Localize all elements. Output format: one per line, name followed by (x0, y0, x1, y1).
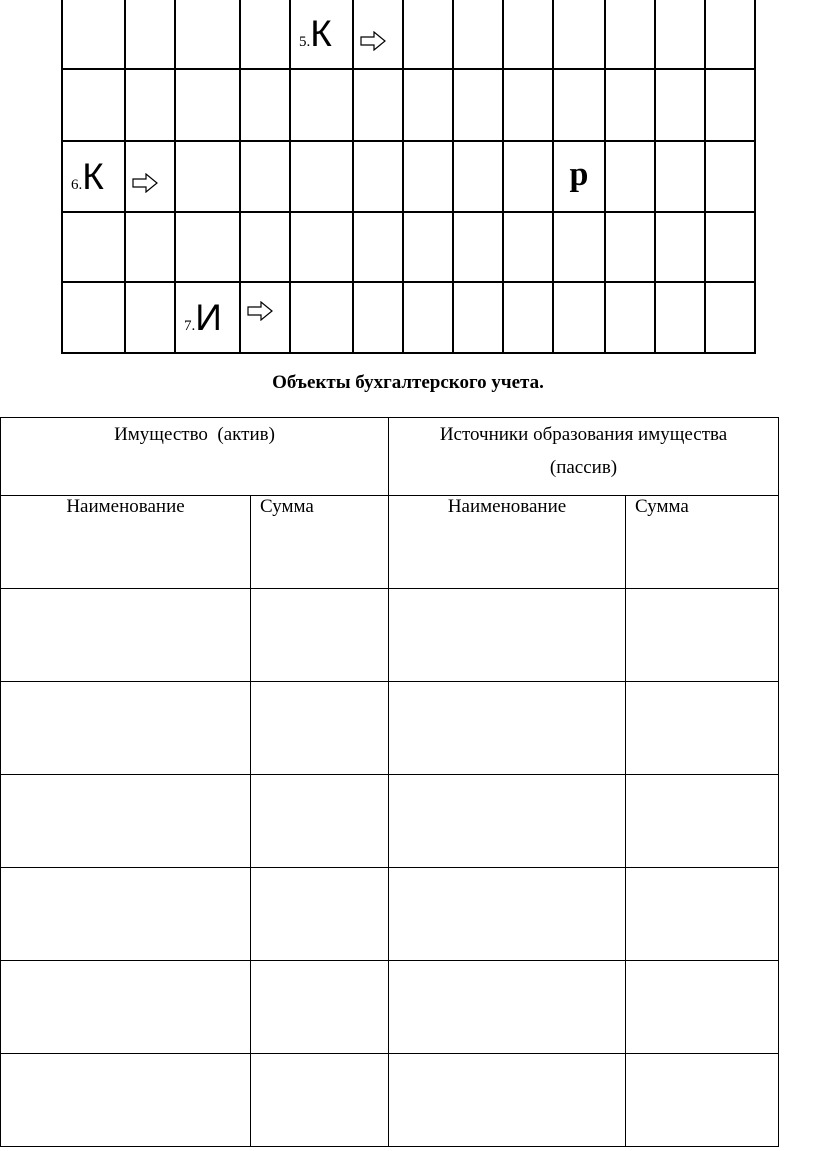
crossword-cell[interactable] (125, 282, 175, 353)
crossword-cell[interactable] (553, 69, 605, 141)
crossword-cell[interactable] (125, 69, 175, 141)
table-cell[interactable] (389, 961, 626, 1054)
crossword-cell[interactable] (403, 0, 453, 69)
crossword-cell[interactable] (655, 141, 705, 212)
crossword-cell[interactable] (403, 141, 453, 212)
table-cell[interactable] (1, 682, 251, 775)
table-cell[interactable] (1, 961, 251, 1054)
table-cell[interactable] (251, 868, 389, 961)
table-subheader-row (1, 496, 779, 589)
table-row (1, 775, 779, 868)
clue-6-letter: К (82, 156, 104, 197)
crossword-cell[interactable] (605, 282, 655, 353)
clue-5-label (299, 15, 332, 52)
col-name-left: Наименование (1, 496, 251, 589)
crossword-cell[interactable] (705, 282, 755, 353)
table-cell[interactable] (389, 868, 626, 961)
crossword-cell[interactable] (353, 282, 403, 353)
clue-7-label (184, 299, 222, 336)
crossword-row (62, 0, 755, 69)
crossword-row (62, 282, 755, 353)
crossword-cell[interactable] (605, 141, 655, 212)
right-arrow-icon (132, 173, 158, 193)
table-cell[interactable] (626, 775, 779, 868)
crossword-cell[interactable] (240, 69, 290, 141)
crossword-cell[interactable] (453, 212, 503, 282)
clue-6-label (71, 158, 104, 195)
table-cell[interactable] (1, 775, 251, 868)
crossword-cell[interactable] (240, 212, 290, 282)
crossword-cell[interactable] (403, 69, 453, 141)
crossword-cell[interactable] (290, 212, 353, 282)
crossword-cell[interactable] (175, 69, 240, 141)
right-arrow-icon (247, 301, 273, 321)
crossword-cell[interactable] (62, 69, 125, 141)
crossword-cell[interactable] (655, 282, 705, 353)
crossword-cell[interactable] (705, 212, 755, 282)
crossword-cell-clue-5[interactable] (290, 0, 353, 69)
table-cell[interactable] (626, 682, 779, 775)
crossword-cell[interactable] (125, 0, 175, 69)
crossword-cell[interactable] (403, 282, 453, 353)
table-cell[interactable] (251, 589, 389, 682)
crossword-cell[interactable] (503, 69, 553, 141)
crossword-cell[interactable] (453, 141, 503, 212)
col-sum-right: Сумма (626, 496, 779, 589)
table-cell[interactable] (1, 868, 251, 961)
crossword-row (62, 141, 755, 212)
crossword-cell[interactable] (240, 282, 290, 353)
given-letter: р (569, 156, 589, 193)
table-cell[interactable] (626, 1054, 779, 1147)
col-name-right: Наименование (389, 496, 626, 589)
crossword-cell[interactable] (705, 69, 755, 141)
crossword-cell[interactable] (353, 141, 403, 212)
crossword-cell[interactable] (605, 69, 655, 141)
table-cell[interactable] (251, 775, 389, 868)
crossword-cell[interactable] (553, 282, 605, 353)
crossword-cell[interactable] (290, 282, 353, 353)
crossword-cell-given-letter[interactable] (553, 141, 605, 212)
crossword-cell[interactable] (705, 0, 755, 69)
clue-7-number: 7. (184, 318, 196, 334)
crossword-cell[interactable] (353, 0, 403, 69)
crossword-cell[interactable] (62, 282, 125, 353)
table-cell[interactable] (251, 961, 389, 1054)
right-arrow-icon (360, 31, 386, 51)
crossword-cell[interactable] (240, 141, 290, 212)
crossword-cell[interactable] (125, 141, 175, 212)
table-cell[interactable] (251, 1054, 389, 1147)
crossword-cell[interactable] (62, 0, 125, 69)
crossword-row (62, 212, 755, 282)
crossword-row (62, 69, 755, 141)
crossword-grid (61, 0, 756, 354)
crossword-cell[interactable] (175, 141, 240, 212)
table-row (1, 961, 779, 1054)
crossword-cell[interactable] (62, 212, 125, 282)
crossword-cell[interactable] (655, 212, 705, 282)
table-cell[interactable] (626, 868, 779, 961)
crossword-cell[interactable] (353, 212, 403, 282)
crossword-cell[interactable] (125, 212, 175, 282)
crossword-cell[interactable] (553, 0, 605, 69)
crossword-cell[interactable] (655, 69, 705, 141)
clue-5-letter: К (310, 13, 332, 54)
clue-6-number: 6. (71, 177, 83, 193)
crossword-cell[interactable] (290, 141, 353, 212)
section-title: Объекты бухгалтерского учета. (272, 372, 544, 393)
clue-7-letter: И (195, 297, 222, 338)
table-row (1, 1054, 779, 1147)
table-header-row (1, 418, 779, 496)
crossword-cell[interactable] (353, 69, 403, 141)
crossword-cell[interactable] (503, 141, 553, 212)
table-cell[interactable] (389, 1054, 626, 1147)
table-cell[interactable] (251, 682, 389, 775)
crossword-cell[interactable] (605, 0, 655, 69)
col-sum-left: Сумма (251, 496, 389, 589)
accounting-objects-table (0, 417, 779, 1147)
sources-header: Источники образования имущества (пассив) (389, 418, 779, 496)
crossword-cell[interactable] (705, 141, 755, 212)
table-cell[interactable] (389, 682, 626, 775)
crossword-cell[interactable] (453, 69, 503, 141)
table-cell[interactable] (389, 589, 626, 682)
clue-5-number: 5. (299, 34, 311, 50)
crossword-cell[interactable] (240, 0, 290, 69)
crossword-cell[interactable] (605, 212, 655, 282)
table-cell[interactable] (1, 589, 251, 682)
crossword-cell[interactable] (403, 212, 453, 282)
crossword-cell[interactable] (290, 69, 353, 141)
crossword-cell[interactable] (175, 212, 240, 282)
crossword-cell[interactable] (553, 212, 605, 282)
table-cell[interactable] (1, 1054, 251, 1147)
table-cell[interactable] (626, 589, 779, 682)
crossword-cell[interactable] (503, 282, 553, 353)
crossword-cell-clue-7[interactable] (175, 282, 240, 353)
table-row (1, 682, 779, 775)
table-row (1, 868, 779, 961)
crossword-cell[interactable] (175, 0, 240, 69)
table-cell[interactable] (389, 775, 626, 868)
crossword-cell[interactable] (503, 0, 553, 69)
crossword-cell-clue-6[interactable] (62, 141, 125, 212)
crossword-cell[interactable] (453, 282, 503, 353)
assets-header: Имущество (актив) (1, 418, 389, 496)
crossword-cell[interactable] (655, 0, 705, 69)
crossword-cell[interactable] (503, 212, 553, 282)
crossword-cell[interactable] (453, 0, 503, 69)
table-cell[interactable] (626, 961, 779, 1054)
table-row (1, 589, 779, 682)
